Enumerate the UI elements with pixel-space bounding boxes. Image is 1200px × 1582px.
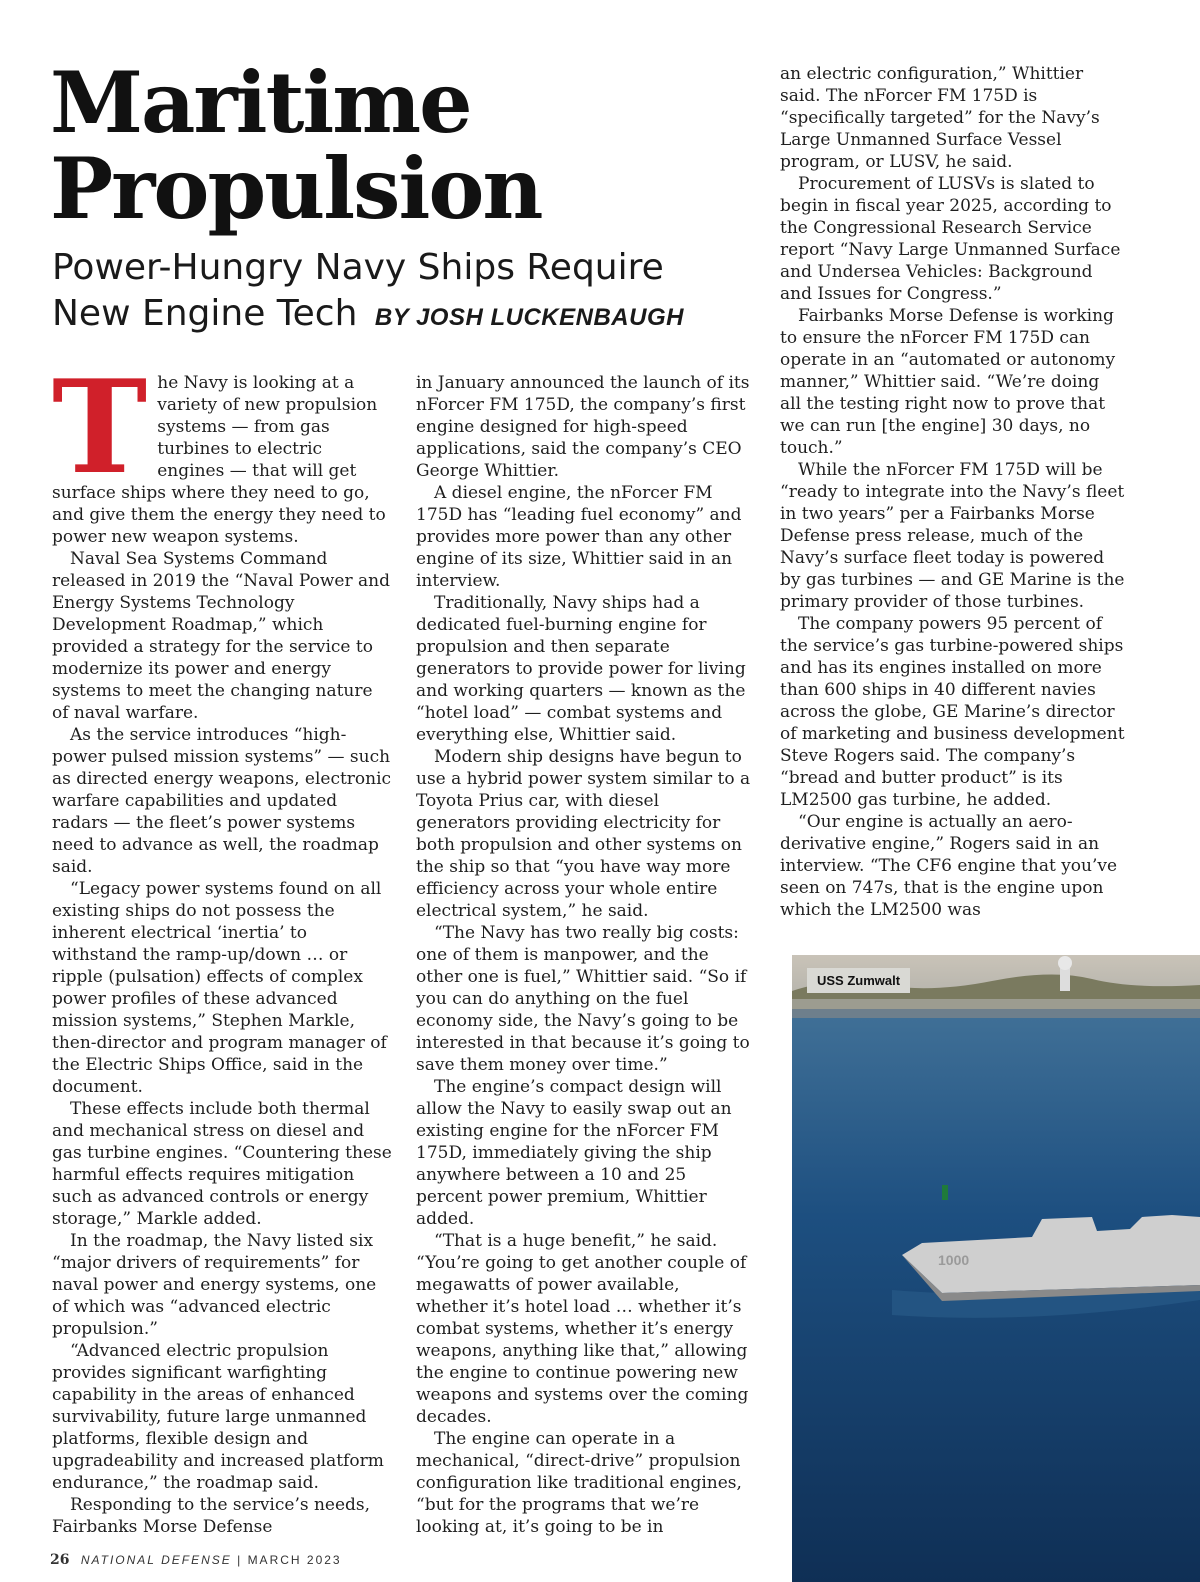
paragraph: Traditionally, Navy ships had a dedicated fuel-burning engine for propulsion and then separate generators to provide power for living and working quarters — known as the “hotel load” — combat systems and everything else, Whittier said. [416,593,746,745]
paragraph: As the service introduces “high-power pulsed mission systems” — such as directed energy weapons, electronic warfare capabilities and updated radars — the fleet’s power systems need to advance as well, the roadmap said. [52,725,392,877]
paragraph: “That is a huge benefit,” he said. “You’re going to get another couple of megawatts of power available, whether it’s hotel load … whether it’s combat systems, whether it’s energy weapons, anything like that,” allowing the engine to continue powering new weapons and systems over the coming decades. [416,1231,749,1427]
paragraph: in January announced the launch of its nForcer FM 175D, the company’s first engine designed for high-speed applications, said the company’s CEO George Whittier. [416,373,750,481]
deck-line-2-text: New Engine Tech [52,293,358,334]
paragraph: an electric configuration,” Whittier said. The nForcer FM 175D is “specifically targeted” for the Navy’s Large Unmanned Surface Vessel program, or LUSV, he said. [780,64,1100,172]
paragraph: “The Navy has two really big costs: one of them is manpower, and the other one is fuel,” Whittier said. “So if you can do anything on the fuel economy side, the Navy’s going to be interested in that because it’s going to save them money over time.” [416,923,750,1075]
hull-number: 1000 [938,1252,970,1268]
paragraph: he Navy is looking at a variety of new propulsion systems — from gas turbines to electric engines — that will get surface ships where they need to go, and give them the energy they need to power new weapon systems. [52,373,386,547]
paragraph: The engine can operate in a mechanical, “direct-drive” propulsion configuration like traditional engines, “but for the programs that we’re looking at, it’s going to be in [416,1429,742,1537]
issue-date: MARCH 2023 [247,1553,342,1567]
page-footer [50,1552,342,1568]
paragraph: “Our engine is actually an aero-derivative engine,” Rogers said in an interview. “The CF6 engine that you’ve seen on 747s, that is the engine upon which the LM2500 was [780,812,1118,920]
magazine-name: NATIONAL DEFENSE [80,1553,232,1567]
ship-photo-illustration [792,955,1200,1582]
ship-photo [792,955,1200,1582]
paragraph: “Advanced electric propulsion provides significant warfighting capability in the areas of enhanced survivability, future large unmanned platforms, flexible design and upgradeability and increased platform endurance,” the roadmap said. [52,1341,384,1493]
paragraph: A diesel engine, the nForcer FM 175D has “leading fuel economy” and provides more power than any other engine of its size, Whittier said in an interview. [416,483,742,591]
water-tower-top [1058,956,1072,970]
shore-strip [792,999,1200,1009]
paragraph: These effects include both thermal and mechanical stress on diesel and gas turbine engines. “Countering these harmful effects requires mitigation such as advanced controls or energy storage,” Markle added. [52,1099,392,1229]
paragraph: In the roadmap, the Navy listed six “major drivers of requirements” for naval power and energy systems, one of which was “advanced electric propulsion.” [52,1231,377,1339]
page-number: 26 [50,1552,70,1568]
deck-line-1: Power-Hungry Navy Ships Require [52,247,664,288]
paragraph: Naval Sea Systems Command released in 2019 the “Naval Power and Energy Systems Technology Development Roadmap,” which provided a strategy for the service to modernize its power and energy systems to meet the changing nature of naval warfare. [52,549,390,723]
paragraph: While the nForcer FM 175D will be “ready to integrate into the Navy’s fleet in two years” per a Fairbanks Morse Defense press release, much of the Navy’s surface fleet today is powered by gas turbines — and GE Marine is the primary provider of those turbines. [780,460,1125,612]
channel-buoy [942,1185,948,1200]
paragraph: The company powers 95 percent of the service’s gas turbine-powered ships and has its engines installed on more than 600 ships in 40 different navies across the globe, GE Marine’s director of marketing and business development Steve Rogers said. The company’s “bread and butter product” is its LM2500 gas turbine, he added. [780,614,1125,810]
footer-separator: | [237,1553,243,1567]
paragraph: Fairbanks Morse Defense is working to ensure the nForcer FM 175D can operate in an “automated or autonomy manner,” Whittier said. “We’re doing all the testing right now to prove that we can run [the engine] 30 days, no touch.” [780,306,1116,458]
headline-line-2: Propulsion [50,139,542,238]
headline-line-1: Maritime [50,53,471,152]
paragraph: Procurement of LUSVs is slated to begin in fiscal year 2025, according to the Congressional Research Service report “Navy Large Unmanned Surface and Undersea Vehicles: Background and Issues for Congress.” [780,174,1121,304]
headline [50,53,542,238]
article-column-1 [52,353,392,1538]
bridge [792,1009,1200,1018]
article-column-3 [780,63,1125,921]
article-column-2 [416,372,756,1538]
paragraph: Modern ship designs have begun to use a hybrid power system similar to a Toyota Prius car, with diesel generators providing electricity for both propulsion and other systems on the ship so that “you have way more efficiency across your whole entire electrical system,” he said. [416,747,751,921]
deck [52,245,702,341]
byline: BY JOSH LUCKENBAUGH [374,304,684,331]
paragraph: The engine’s compact design will allow the Navy to easily swap out an existing engine for the nForcer FM 175D, immediately giving the ship anywhere between a 10 and 25 percent power premium, Whittier added. [416,1077,732,1229]
drop-cap: T [52,353,148,503]
photo-caption: USS Zumwalt [807,968,910,993]
paragraph: Responding to the service’s needs, Fairbanks Morse Defense [52,1495,371,1537]
deck-line-2 [52,291,702,341]
paragraph: “Legacy power systems found on all existing ships do not possess the inherent electrical ‘inertia’ to withstand the ramp-up/down … or ripple (pulsation) effects of complex power profiles of these advanced mission systems,” Stephen Markle, then-director and program manager of the Electric Ships Office, said in the document. [52,879,387,1097]
